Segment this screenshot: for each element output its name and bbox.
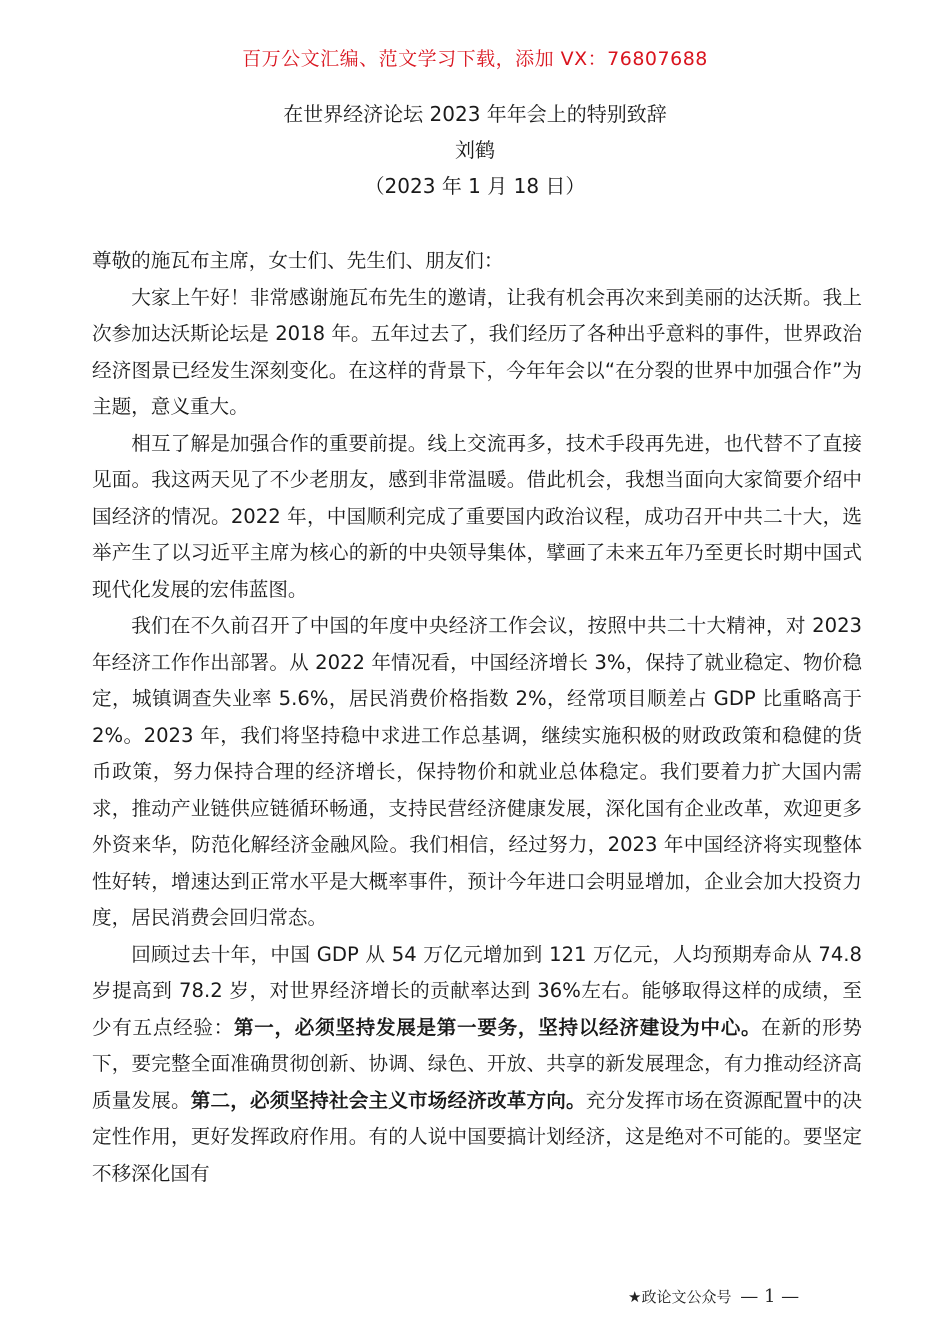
speech-date: （2023 年 1 月 18 日） <box>364 174 586 198</box>
point-one-text: 在新的形势下，要完整全面准确贯彻创新、协调、绿色、开放、共享的新发展理念，有力推动经济高质量发展。 <box>92 1015 862 1112</box>
speech-body <box>92 243 862 1192</box>
paragraph-2: 相互了解是加强合作的重要前提。线上交流再多，技术手段再先进，也代替不了直接见面。我这两天见了不少老朋友，感到非常温暖。借此机会，我想当面向大家简要介绍中国经济的情况。2022 年，中国顺利完成了重要国内政治议程，成功召开中共二十大，选举产生了以习近平主席为核心的新的中央领导集体，擘画了未来五年乃至更长时期中国式现代化发展的宏伟蓝图。 <box>92 431 862 601</box>
author-name: 刘鹤 <box>455 138 495 162</box>
point-two-text: 充分发挥市场在资源配置中的决定性作用，更好发挥政府作用。有的人说中国要搞计划经济，这是绝对不可能的。要坚定不移深化国有 <box>92 1088 863 1185</box>
paragraph-4-intro: 回顾过去十年，中国 GDP 从 54 万亿元增加到 121 万亿元，人均预期寿命从 74.8 岁提高到 78.2 岁，对世界经济增长的贡献率达到 36%左右。能够取得这样的成绩，至少有五点经验： <box>92 942 862 1039</box>
paragraph-4 <box>92 937 862 1193</box>
document-title: 在世界经济论坛 2023 年年会上的特别致辞 <box>283 102 667 126</box>
point-two-heading: 第二，必须坚持社会主义市场经济改革方向。 <box>190 1088 586 1112</box>
paragraph-3: 我们在不久前召开了中国的年度中央经济工作会议，按照中共二十大精神，对 2023 年经济工作作出部署。从 2022 年情况看，中国经济增长 3%，保持了就业稳定、物价稳定，城镇调查失业率 5.6%，居民消费价格指数 2%，经常项目顺差占 GDP 比重略高于 2%。2023 年，我们将坚持稳中求进工作总基调，继续实施积极的财政政策和稳健的货币政策，努力保持合理的经济增长，保持物价和就业总体稳定。我们要着力扩大国内需求，推动产业链供应链循环畅通，支持民营经济健康发展，深化国有企业改革，欢迎更多外资来华，防范化解经济金融风险。我们相信，经过努力，2023 年中国经济将实现整体性好转，增速达到正常水平是大概率事件，预计今年进口会明显增加，企业会加大投资力度，居民消费会回归常态。 <box>92 614 862 929</box>
salutation: 尊敬的施瓦布主席，女士们、先生们、朋友们： <box>92 249 504 272</box>
title-block <box>0 96 950 204</box>
paragraph-1: 大家上午好！非常感谢施瓦布先生的邀请，让我有机会再次来到美丽的达沃斯。我上次参加达沃斯论坛是 2018 年。五年过去了，我们经历了各种出乎意料的事件，世界政治经济图景已经发生深刻变化。在这样的背景下，今年年会以“在分裂的世界中加强合作”为主题，意义重大。 <box>92 285 862 418</box>
page-footer <box>628 1286 799 1307</box>
page-number: — 1 — <box>740 1286 800 1307</box>
point-one-heading: 第一，必须坚持发展是第一要务，坚持以经济建设为中心。 <box>233 1015 762 1039</box>
download-banner: 百万公文汇编、范文学习下载，添加 VX：76807688 <box>242 48 708 70</box>
footer-source: ★政论文公众号 <box>628 1288 732 1306</box>
